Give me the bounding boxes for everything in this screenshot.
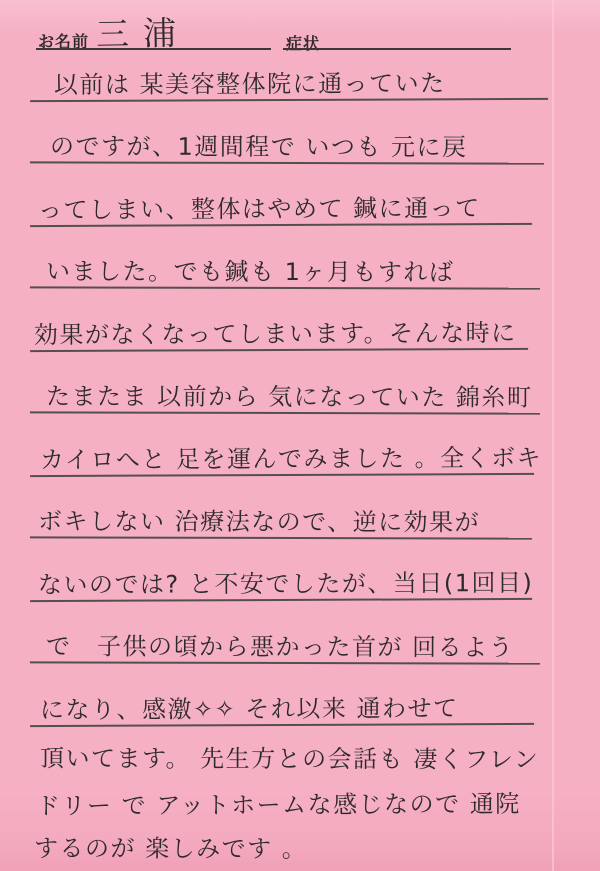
name-label: お名前 (38, 32, 90, 51)
note-line: たまたま 以前から 気になっていた 錦糸町 (30, 371, 540, 414)
note-line: いました。でも鍼も 1ヶ月もすれば (30, 246, 540, 289)
name-fill-in-rule (36, 48, 271, 50)
note-line: ドリー で アットホームな感じなので 通院 (35, 790, 521, 821)
scan-fold-line (552, 0, 554, 871)
note-line: するのが 楽しみです 。 (33, 834, 308, 864)
note-line: ってしまい、整体はやめて 鍼に通って (30, 183, 532, 227)
note-line: 頂いてます。 先生方との会話も 凄くフレン (39, 744, 540, 775)
name-value: 三浦 (95, 13, 191, 54)
note-line: 効果がなくなってしまいます。そんな時に (30, 308, 528, 352)
note-line: で 子供の頃から悪かった首が 回るよう (30, 621, 540, 664)
symptom-fill-in-rule (283, 48, 511, 50)
symptom-label: 症状 (286, 34, 321, 53)
note-line: カイロへと 足を運んでみました 。全くボキ (30, 433, 534, 477)
note-line: ボキしない 治療法なので、逆に効果が (30, 496, 532, 539)
note-line: 以前は 某美容整体院に通っていた (30, 58, 548, 102)
note-line: になり、感激✧✧ それ以来 通わせて (30, 683, 534, 727)
note-line: ないのでは? と不安でしたが、当日(1回目) (30, 558, 532, 602)
note-line: のですが、1週間程で いつも 元に戻 (30, 121, 544, 164)
